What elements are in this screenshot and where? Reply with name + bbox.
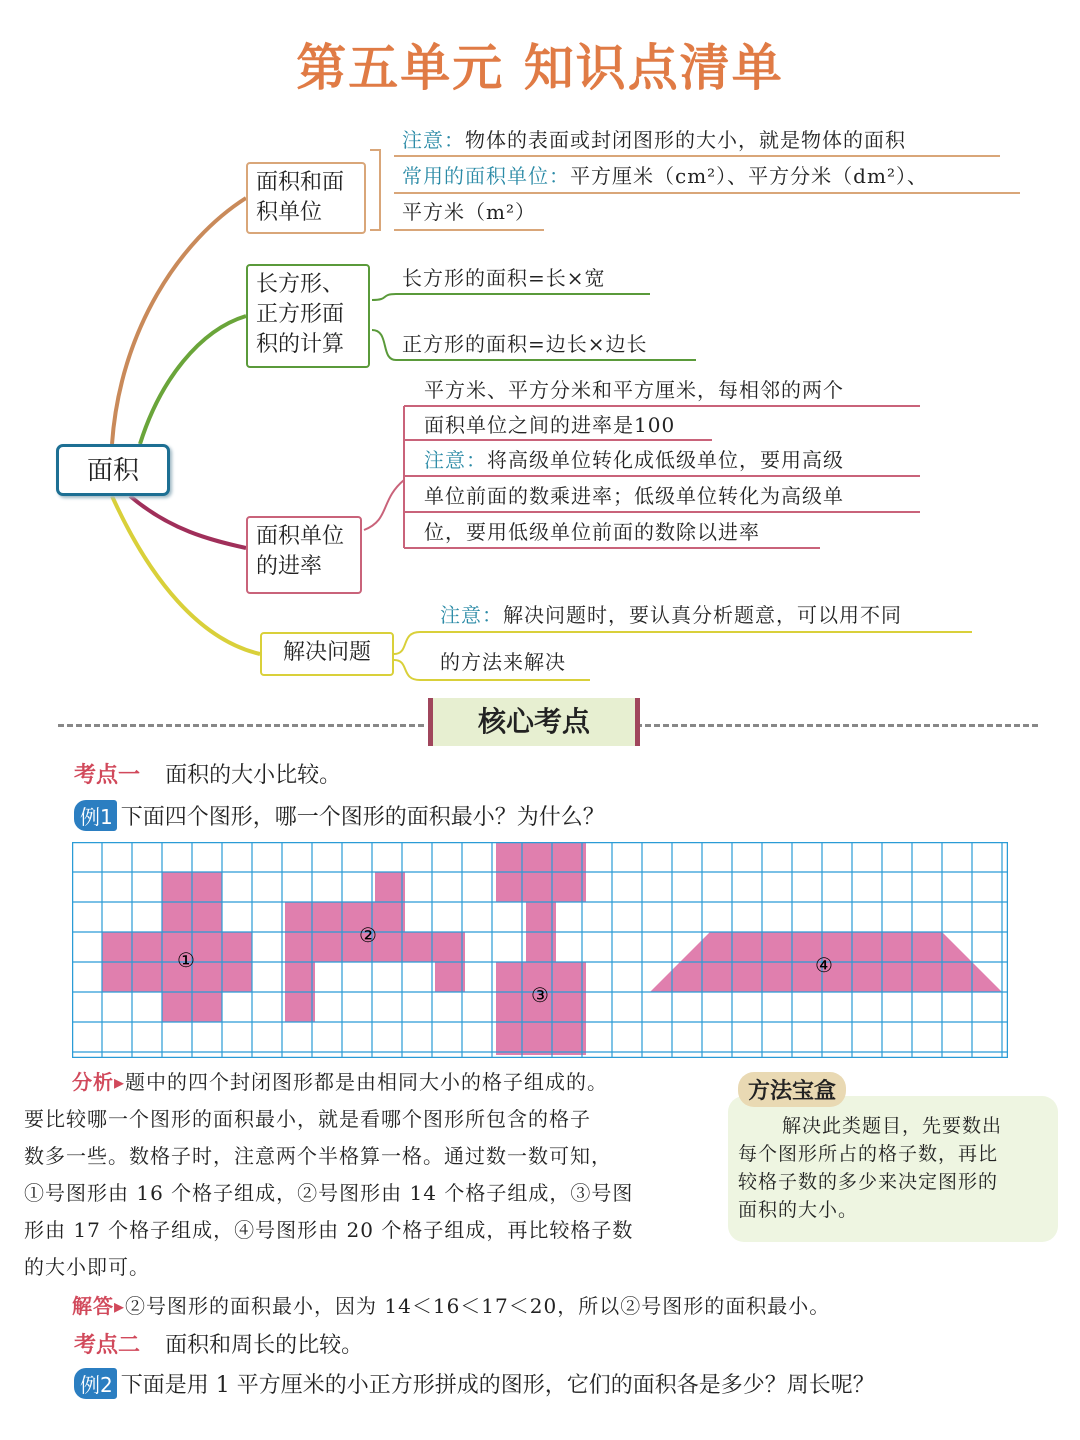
example-1: 例1 下面四个图形，哪一个图形的面积最小？为什么？ (74, 800, 605, 831)
divider-right (636, 724, 1038, 727)
example-1-badge: 例1 (74, 800, 117, 831)
branch-problem-solving: 解决问题 (260, 632, 394, 676)
divider-left (58, 724, 424, 727)
branch-area-and-units: 面积和面积单位 (246, 162, 366, 234)
key-point-1: 考点一 面积的大小比较。 (74, 763, 342, 788)
analysis-line-6: 的大小即可。 (24, 1255, 150, 1279)
shape-1 (102, 872, 252, 1022)
method-text: 解决此类题目，先要数出 每个图形所占的格子数，再比 较格子数的多少来决定图形的 面积的大小。 (738, 1115, 1003, 1221)
shape-grid (72, 842, 1008, 1058)
shape-label-3: ③ (531, 983, 549, 1007)
page-title: 第五单元 知识点清单 (296, 39, 784, 97)
branch1-units: 常用的面积单位：平方厘米（cm²）、平方分米（dm²）、 (402, 164, 928, 188)
conversion-line-5: 位，要用低级单位前面的数除以进率 (424, 520, 760, 544)
shape-label-1: ① (177, 948, 195, 972)
conversion-line-3: 注意：将高级单位转化成低级单位，要用高级 (424, 448, 844, 472)
shape-3 (496, 842, 586, 1055)
problem-line-1: 注意：解决问题时，要认真分析题意，可以用不同 (440, 603, 902, 627)
example-2-badge: 例2 (74, 1368, 117, 1399)
answer-line: 解答▸②号图形的面积最小，因为 14＜16＜17＜20，所以②号图形的面积最小。 (72, 1294, 831, 1318)
shape-label-2: ② (359, 923, 377, 947)
problem-line-2: 的方法来解决 (440, 650, 566, 674)
core-banner: 核心考点 (428, 698, 640, 746)
conversion-line-4: 单位前面的数乘进率；低级单位转化为高级单 (424, 484, 844, 508)
analysis-line-3: 数多一些。数格子时，注意两个半格算一格。通过数一数可知， (24, 1144, 612, 1168)
square-area-formula: 正方形的面积=边长×边长 (402, 332, 648, 356)
branch1-note: 注意：物体的表面或封闭图形的大小，就是物体的面积 (402, 128, 906, 152)
rect-area-formula: 长方形的面积=长×宽 (402, 266, 606, 290)
example-2: 例2 下面是用 1 平方厘米的小正方形拼成的图形，它们的面积各是多少？周长呢？ (74, 1368, 875, 1399)
conversion-line-2: 面积单位之间的进率是100 (424, 413, 676, 437)
branch1-units-cont: 平方米（m²） (402, 200, 536, 224)
analysis-block (24, 1064, 714, 1286)
analysis-line-4: ①号图形由 16 个格子组成，②号图形由 14 个格子组成，③号图 (24, 1181, 634, 1205)
branch-rect-square-calc: 长方形、正方形面积的计算 (246, 264, 370, 368)
mindmap-root: 面积 (56, 444, 170, 496)
analysis-line-2: 要比较哪一个图形的面积最小，就是看哪个图形所包含的格子 (24, 1107, 591, 1131)
key-point-2: 考点二 面积和周长的比较。 (74, 1333, 364, 1358)
analysis-line-5: 形由 17 个格子组成，④号图形由 20 个格子组成，再比较格子数 (24, 1218, 634, 1242)
shape-label-4: ④ (815, 953, 833, 977)
analysis-line-1: 分析▸题中的四个封闭图形都是由相同大小的格子组成的。 (72, 1070, 609, 1094)
method-title: 方法宝盒 (738, 1072, 846, 1107)
branch-unit-conversion: 面积单位的进率 (246, 516, 362, 594)
conversion-line-1: 平方米、平方分米和平方厘米，每相邻的两个 (424, 378, 844, 402)
